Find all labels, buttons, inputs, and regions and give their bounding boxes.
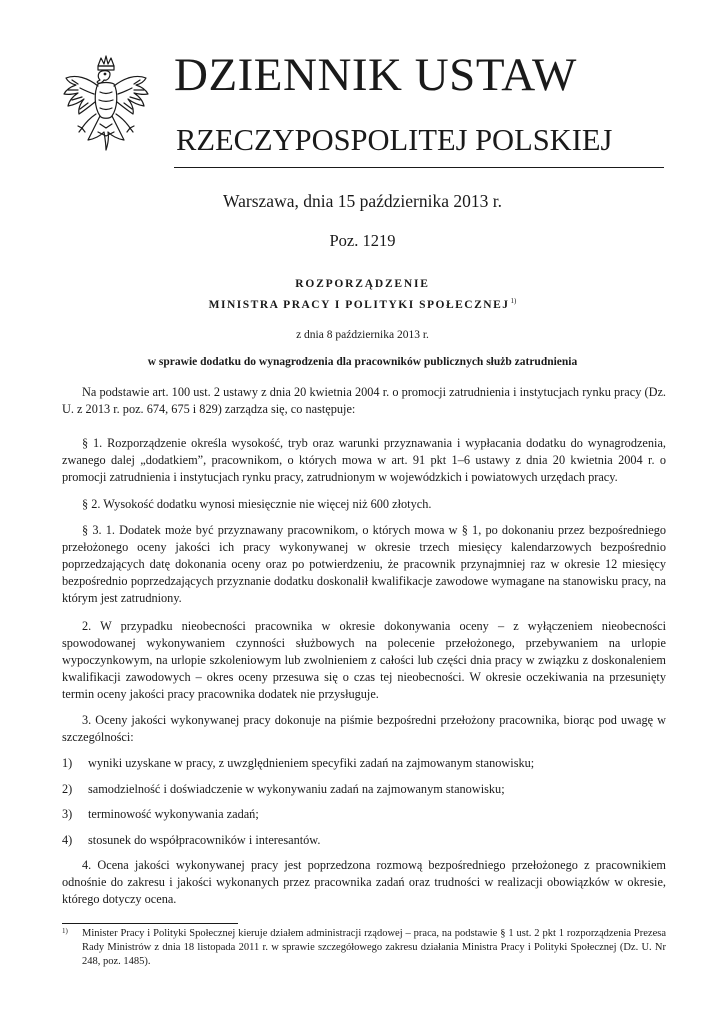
- paragraph-3-section-1: § 3. 1. Dodatek może być przyznawany pracownikom, o których mowa w § 1, po dokonaniu przez bezpośredniego przełożonego oceny jakości ich pracy wykonywanej w okresie trzech miesięcy kalendarzowych bezpośrednio poprzedzających datę dokonania oceny oraz po potwierdzeniu, że pracownik przynajmniej raz w okresie 12 miesięcy bezpośrednio poprzedzających przyznanie dodatku doskonalił kwalifikacje zawodowe wymagane na stanowisku pracy, na którym jest zatrudniony.: [62, 523, 666, 605]
- paragraph-3-section-4: 4. Ocena jakości wykonywanej pracy jest poprzedzona rozmową bezpośredniego przełożonego z pracownikiem odnośnie do zakresu i jakości wykonanych przez pracownika zadań oraz trudności w realizacji obowiązków w okresie, którego dotyczy ocena.: [62, 858, 666, 906]
- list-item-number: 4): [62, 833, 73, 847]
- paragraph-3-section-2: 2. W przypadku nieobecności pracownika w okresie dokonywania oceny – z wyłączeniem nieobecności spowodowanej wykonywaniem czynności służbowych na polecenie przełożonego, przebywaniem na urlopie wypoczynkowym, na urlopie szkoleniowym lub zwolnieniem z całości lub części dnia pracy w związku z doskonaleniem kwalifikacji zawodowych – okres oceny przesuwa się o czas tej nieobecności. W okresie oczekiwania na przesunięty termin oceny jakości pracy pracownika dodatek nie przysługuje.: [62, 619, 666, 701]
- preamble: Na podstawie art. 100 ust. 2 ustawy z dnia 20 kwietnia 2004 r. o promocji zatrudnienia i instytucjach rynku pracy (Dz. U. z 2013 r. poz. 674, 675 i 829) zarządza się, co następuje:: [62, 385, 666, 416]
- footnote-mark: 1): [62, 927, 68, 935]
- list-item-number: 1): [62, 756, 73, 770]
- list-item-text: wyniki uzyskane w pracy, z uwzględnieniem specyfiki zadań na zajmowanym stanowisku;: [88, 756, 535, 770]
- paragraph-3-section-3: 3. Oceny jakości wykonywanej pracy dokonuje na piśmie bezpośredni przełożony pracownika, biorąc pod uwagę w szczególności:: [62, 713, 666, 744]
- gazette-subtitle: RZECZYPOSPOLITEJ POLSKIEJ: [176, 123, 613, 157]
- publication-date: Warszawa, dnia 15 października 2013 r.: [223, 191, 502, 211]
- act-issuer-name: MINISTRA PRACY I POLITYKI SPOŁECZNEJ: [208, 299, 510, 311]
- list-item-number: 2): [62, 782, 73, 796]
- list-item-text: terminowość wykonywania zadań;: [88, 807, 259, 821]
- footnote-divider: [62, 923, 238, 924]
- footnote: [62, 927, 666, 969]
- gazette-title: DZIENNIK USTAW: [174, 49, 577, 101]
- footnote-text: Minister Pracy i Polityki Społecznej kieruje działem administracji rządowej – praca, na podstawie § 1 ust. 2 pkt 1 rozporządzenia Prezesa Rady Ministrów z dnia 18 listopada 2011 r. w sprawie szczegółowego zakresu działania Ministra Pracy i Polityki Społecznej (Dz. U. Nr 248, poz. 1485).: [82, 928, 666, 967]
- list-item-number: 3): [62, 807, 73, 821]
- white-eagle-emblem-icon: [58, 52, 154, 160]
- act-type: ROZPORZĄDZENIE: [295, 278, 430, 290]
- act-subject: w sprawie dodatku do wynagrodzenia dla pracowników publicznych służb zatrudnienia: [147, 356, 578, 368]
- act-issuer: [0, 297, 725, 311]
- paragraph-2: § 2. Wysokość dodatku wynosi miesięcznie nie więcej niż 600 złotych.: [82, 497, 432, 511]
- position-number: Poz. 1219: [329, 231, 396, 250]
- paragraph-1: § 1. Rozporządzenie określa wysokość, tryb oraz warunki przyznawania i wypłacania dodatku do wynagrodzenia, zwanego dalej „dodatkiem”, pracownikom, o których mowa w art. 91 pkt 1–6 ustawy z dnia 20 kwietnia 2004 r. o promocji zatrudnienia i instytucjach rynku pracy, zatrudnionym w wojewódzkich i powiatowych urzędach pracy.: [62, 436, 666, 484]
- masthead-divider: [174, 167, 664, 168]
- act-date: z dnia 8 października 2013 r.: [296, 329, 429, 341]
- list-item-text: samodzielność i doświadczenie w wykonywaniu zadań na zajmowanym stanowisku;: [88, 782, 505, 796]
- list-item-text: stosunek do współpracowników i interesantów.: [88, 833, 321, 847]
- footnote-reference: 1): [510, 297, 517, 305]
